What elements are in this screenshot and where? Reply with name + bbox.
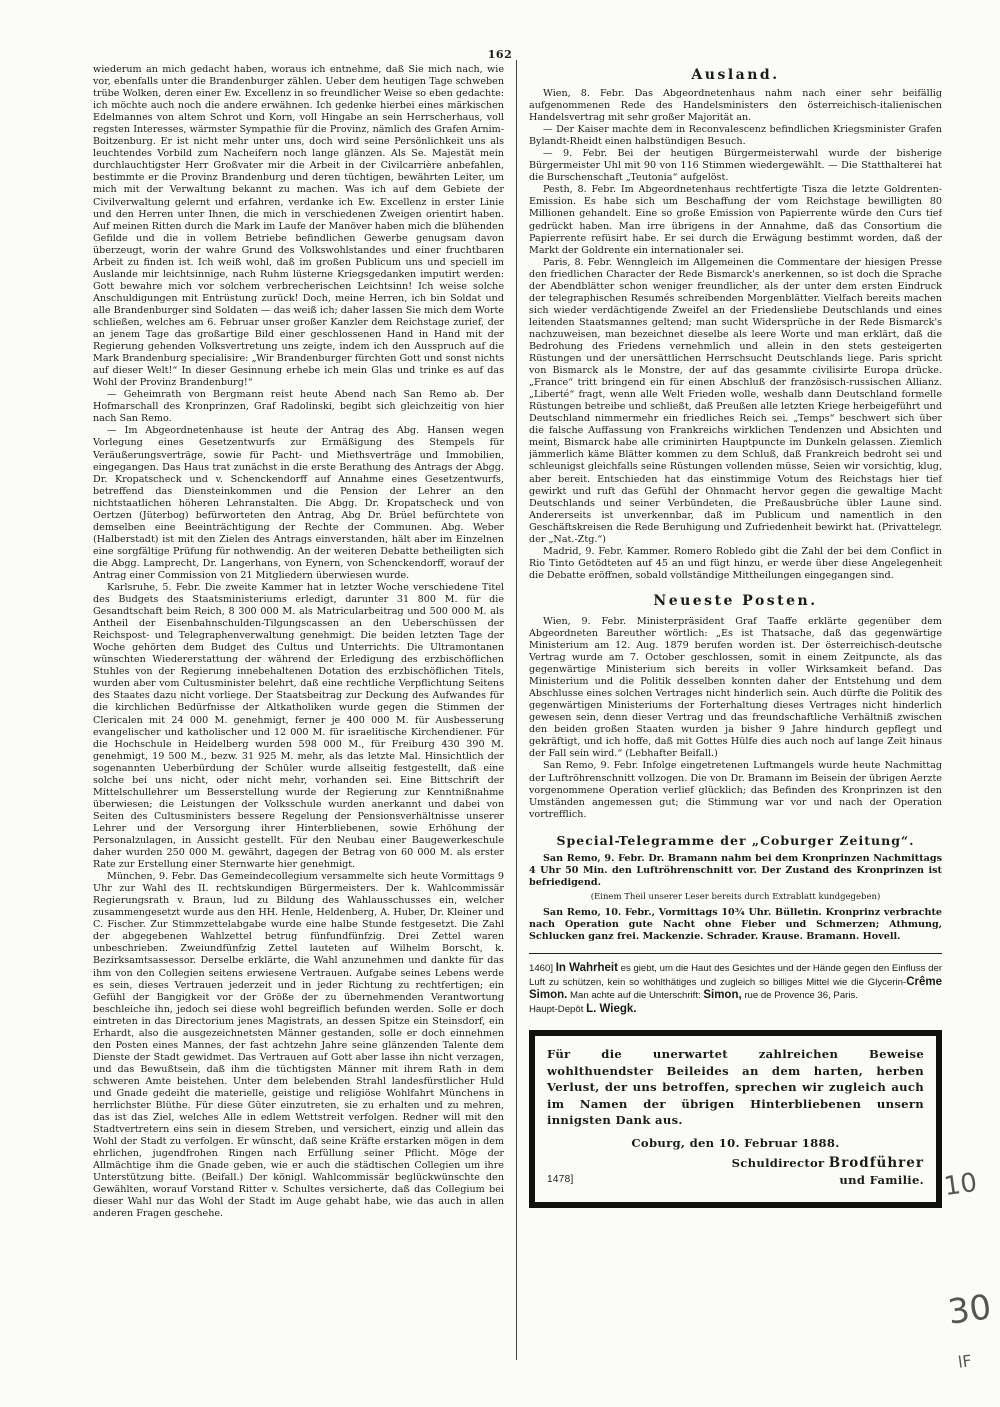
article-san-remo: San Remo, 9. Febr. Infolge eingetretenen Luftmangels wurde heute Nachmittag der Luftröhrenschnitt vollzogen. Die von Dr. Bramann im Beisein der übrigen Aerzte vorgenommene Operation verlief glücklich; das Befinden des Kronprinzen ist den Umständen angemessen gut; die Stimmung war vor und nach der Operation vortrefflich. [529,760,942,820]
dank-place-date: Coburg, den 10. Februar 1888. [631,1135,840,1150]
article-madrid: Madrid, 9. Febr. Kammer. Romero Robledo gibt die Zahl der bei dem Conflict in Rio Tinto Getödteten auf 45 an und fügt hinzu, er werde über diese Angelegenheit die Debatte eröffnen, sobald vollständige Mittheilungen eingegangen sind. [529,545,942,581]
article-wien-kaiser: — Der Kaiser machte dem in Reconvalescenz befindlichen Kriegsminister Grafen Bylandt-Rheidt einen halbstündigen Besuch. [529,124,942,148]
article-abgeordnetenhaus: — Im Abgeordnetenhause ist heute der Antrag des Abg. Hansen wegen Vorlegung eines Gesetzentwurfs zur Ermäßigung des Stempels für Veräußerungsverträge, sowie für Pacht- und Miethsverträge und Immobilien, eingegangen. Das Haus trat zunächst in die erste Berathung des Antrags der Abgg. Dr. Kropatscheck und v. Schenckendorff auf Annahme eines Gesetzentwurfs, betreffend das Diensteinkommen und die Pension der Lehrer an den nichtstaatlichen höheren Lehranstalten. Die Abgg. Dr. Kropatscheck und von Oertzen (Jüterbog) befürworteten den Antrag, Abg Dr. Brüel befürchtete von demselben eine Beeinträchtigung der Rechte der Communen. Abg. Weber (Halberstadt) ist mit den Zielen des Antrags einverstanden, hält aber im Einzelnen eine sorgfältige Prüfung für nothwendig. An der weiteren Debatte betheiligten sich die Abgg. Lamprecht, Dr. Langerhans, von Eynern, von Schenckendorff, worauf der Antrag einer Commission von 21 Mitgliedern überwiesen wurde. [93,425,504,581]
ad-address: rue de Provence 36, Paris. [744,990,858,1002]
right-column [529,64,942,1354]
telegram-san-remo-1: San Remo, 9. Febr. Dr. Bramann nahm bei dem Kronprinzen Nachmittags 4 Uhr 50 Min. den Luftröhrenschnitt vor. Der Zustand des Kronprinzen ist befriedigend. [529,852,942,888]
left-column [93,64,504,1354]
pencil-mark-lf: lF [956,1351,973,1372]
page-number: 162 [487,48,513,61]
section-heading-telegrams: Special-Telegramme der „Coburger Zeitung“. [556,832,915,848]
dank-number: 1478] [547,1173,574,1185]
ad-number: 1460] [529,963,554,975]
article-wien-buergermeister: — 9. Febr. Bei der heutigen Bürgermeisterwahl wurde der bisherige Bürgermeister Uhl mit 90 von 116 Stimmen wiedergewählt. — Die Statthalterei hat die Burschenschaft „Teutonia“ aufgelöst. [529,148,942,184]
article-muenchen: München, 9. Febr. Das Gemeindecollegium versammelte sich heute Vormittags 9 Uhr zur Wahl des II. rechtskundigen Bürgermeisters. Der k. Wahlcommissär Regierungsrath v. Braun, lud zu Bildung des Wahlausschusses ein, welcher zusammengesetzt wurde aus den HH. Henle, Heldenberg, A. Huber, Dr. Kleiner und C. Fischer. Zur Stimmzettelabgabe wurde eine halbe Stunde festgesetzt. Die Zahl der abgegebenen Wahlzettel betrug fünfundfünfzig. Drei Zettel waren unbeschrieben. Zweiundfünfzig Zettel lauteten auf Wilhelm Borscht, k. Bezirksamtsassessor. Derselbe erklärte, die Wahl anzunehmen und dankte für das ihm von den Collegien seitens erwiesene Vertrauen. Aufgabe seines Lebens werde es sein, dieses Vertrauen jederzeit und in jeder Richtung zu rechtfertigen; ein Gefühl der Bangigkeit vor der Größe der zu übernehmenden Verantwortung beschleiche ihn, jedoch sei diese wohl begreiflich befunden werden. Solle er doch eintreten in das Directorium jenes Magistrats, an dessen Spitze ein Steinsdorf, ein Erhardt, also die ausgezeichnetsten Männer gestanden, solle er doch einnehmen den Posten eines Mannes, der fast achtzehn Jahre seine glänzenden Talente dem Dienste der Stadt gewidmet. Das Vertrauen auf Gott aber lasse ihn nicht verzagen, und das Bewußtsein, daß ihm die tüchtigsten Männer mit ihrem Rath in dem schweren Amte beistehen. Unter dem belebenden Strahl landesfürstlicher Huld und Gnade gedeiht die materielle, geistige und religiöse Wohlfahrt Münchens in herrlichster Blüthe. Für diese Güter einzutreten, sie zu erhalten und zu mehren, das ist das Ziel, welches Alle in edlem Wettstreit verfolgen. Redner will mit den Stadtvertretern eins sein in diesem Streben, und versichert, einzig und allein das Wohl der Stadt zu verfolgen. Er wünscht, daß seine Kräfte erstarken mögen in dem ehrlichen, jugendfrohen Ringen nach Erfüllung seiner Pflicht. Möge der Allmächtige ihm die Gnade geben, wie er auch die städtischen Collegien um ihre Unterstützung bitte. (Beifall.) Der königl. Wahlcommissär beglückwünschte den Gewählten, worauf Vorstand Ritter v. Schultes versicherte, daß das Collegium bei dieser Wahl nur das Wohl der Stadt im Auge gehabt habe, wie das auch in allen anderen Fragen geschehe. [93,871,504,1220]
dank-signature-suffix: und Familie. [839,1172,924,1187]
section-heading-neueste-posten: Neueste Posten. [653,592,818,609]
article-paris: Paris, 8. Febr. Wenngleich im Allgemeinen die Commentare der hiesigen Presse den friedlichen Character der Rede Bismarck's anerkennen, so ist doch die Sprache der Abendblätter schon weniger freundlicher, als der unter dem ersten Eindruck der telegraphischen Resumés schreibenden Morgenblätter. Vielfach bereits machen sich wieder verdächtigende Zweifel an der Friedensliebe Deutschlands und eines leitenden Staatsmannes geltend; man sucht Widersprüche in der Rede Bismarck's nachzuweisen, man bezeichnet dieselbe als leere Worte und man erklärt, daß die Bedrohung des Friedens vernehmlich und allein in den stets gesteigerten Rüstungen und der unersättlichen Herrschsucht Deutschlands liege. Paris spricht von Bismarck als le Monstre, der auf das gesammte civilisirte Europa drücke. „France“ tritt bringend ein für einen Abschluß der französisch-russischen Allianz. „Liberté“ fragt, wenn alle Welt Frieden wolle, weshalb dann Deutschland formelle Rüstungen betreibe und schließt, daß Preußen alle letzten Kriege herbeigeführt und Deutschland nimmermehr ein friedliches Reich sei. „Temps“ beschwert sich über die falsche Auffassung von Frankreichs wirklichen Tendenzen und Absichten und meint, Bismarck habe alle criminirten Hauptpuncte im Dunkeln gelassen. Ziemlich jämmerlich käme Blätter kommen zu dem Schluß, daß Frankreich bedroht sei und schleunigst gleichfalls seine Rüstungen vollenden müsse, Seien wir vorsichtig, klug, aber bereit. Entschieden hat das einstimmige Votum des Reichstags hier tief gewirkt und ruft das Gefühl der Ohnmacht hervor gegen die gewaltige Macht Deutschlands und seiner Verbündeten, die Preßausbrüche übler Laune sind. Andererseits ist unverkennbar, daß im Publicum und namentlich in den Geschäftskreisen die Rede Beruhigung und Zufriedenheit bewirkt hat. (Privattelegr. der „Nat.-Ztg.“) [529,256,942,545]
article-wien-handelsvertrag: Wien, 8. Febr. Das Abgeordnetenhaus nahm nach einer sehr beifällig aufgenommenen Rede des Handelsministers den österreichisch-italienischen Handelsvertrag mit sehr großer Majorität an. [529,88,942,124]
dank-text: Für die unerwartet zahlreichen Beweise wohlthuendster Beileides an dem harten, herben Verlust, der uns betroffen, sprechen wir zugleich auch im Namen der übrigen Hinterbliebenen unsern innigsten Dank aus. [547,1047,924,1128]
article-pesth: Pesth, 8. Febr. Im Abgeordnetenhaus rechtfertigte Tisza die letzte Goldrenten-Emission. Es habe sich um Beschaffung der vom Reichstage bewilligten 80 Millionen gehandelt. Eine so große Emission von Papierrente würde den Curs tief gedrückt haben. Man irre übrigens in der Annahme, daß das Consortium die Papierrente refüsirt habe. Er sei durch die Erwägung bestimmt worden, daß der Markt der Goldrente ein internationaler sei. [529,184,942,256]
ad-depot-name: L. Wiegk. [586,1002,637,1015]
telegram-san-remo-2: San Remo, 10. Febr., Vormittags 10¾ Uhr. Bülletin. Kronprinz verbrachte nach Operation gute Nacht ohne Fieber und Schmerzen; Athmung, Schlucken ganz frei. Mackenzie. Schrader. Krause. Bramann. Hovell. [529,906,942,942]
ad-product: Crême Simon. [529,975,942,1002]
article-karlsruhe: Karlsruhe, 5. Febr. Die zweite Kammer hat in letzter Woche verschiedene Titel des Budgets des Staatsministeriums erledigt, darunter 31 800 M. für die Gesandtschaft beim Reich, 8 300 000 M. als Matricularbeitrag und 500 000 M. als Antheil der Eisenbahnschulden-Tilgungscassen an den Ueberschüssen der Reichspost- und Telegraphenverwaltung genehmigt. Die beiden letzten Tage der Woche gehörten dem Budget des Cultus und Unterrichts. Die Ultramontanen wünschten Wiedererstattung der während der Erledigung des erzbischöflichen Stuhles von der Regierung innebehaltenen Dotation des erzbischöflichen Titels, wurden aber vom Cultusminister belehrt, daß eine rechtliche Verpflichtung Seitens des Staates dazu nicht vorliege. Der Staatsbeitrag zur Deckung des Aufwandes für die kirchlichen Bedürfnisse der Altkatholiken wurde gegen die Stimmen der Clericalen mit 24 000 M. genehmigt, ferner je 400 000 M. für Ausbesserung evangelischer und katholischer und 12 000 M. für israelitische Kirchendiener. Für die Hochschule in Heidelberg wurden 598 000 M., für Freiburg 430 390 M. genehmigt, 19 500 M., bezw. 31 925 M. mehr, als das letzte Mal. Hinsichtlich der sogenannten Ueberbürdung der Schüler wurde allseitig festgestellt, daß eine solche bei uns nicht, oder nicht mehr, vorhanden sei. Eine Bittschrift der Mittelschullehrer um Besserstellung wurde der Regierung zur Kenntnißnahme überwiesen; die Leistungen der Volksschule wurden anerkannt und dabei von Seiten des Cultusministers bessere Regelung der Pensionsverhältnisse unserer Lehrer und der Versorgung ihrer Hinterbliebenen, sowie Erhöhung der Personalzulagen, in Aussicht gestellt. Für den Neubau einer Baugewerkeschule daher wurden 250 000 M. gewährt, dagegen der Betrag von 60 000 M. als erster Rate zur Erstellung einer Sternwarte hier genehmigt. [93,582,504,871]
ad-text-signature: Man achte auf die Unterschrift: [570,990,701,1002]
separator-rule [529,953,942,954]
dank-signature [732,1155,924,1188]
article-bergmann: — Geheimrath von Bergmann reist heute Abend nach San Remo ab. Der Hofmarschall des Kronprinzen, Graf Radolinski, begibt sich gleichzeitig von hier nach San Remo. [93,389,504,425]
ad-depot-label: Haupt-Depôt [529,1003,584,1015]
advertisement-creme-simon [529,962,942,1016]
section-heading-ausland: Ausland. [691,67,780,83]
article-toast-continuation: wiederum an mich gedacht haben, woraus ich entnehme, daß Sie mich nach, wie vor, ebenfalls unter die Brandenburger zählen. Ueber dem heutigen Tage schweben trübe Wolken, deren einer Ew. Excellenz in so freundlicher Weise so eben gedachte: ich möchte auch noch die andere erwähnen. Ich gedenke hierbei eines märkischen Edelmannes von altem Schrot und Korn, voll Hingabe an sein Herrscherhaus, voll regsten Interesses, wärmster Sympathie für die Provinz, nämlich des Grafen Arnim-Boitzenburg. Er ist nicht mehr unter uns, doch wird seine Persönlichkeit uns als leuchtendes Vorbild zum Nacheifern noch lange glänzen. Als Se. Majestät mein durchlauchtigster Herr Großvater mir die Arbeit in der Civilcarrière anbefahlen, bestimmte er die Provinz Brandenburg und deren tüchtigen, bewährten Leiter, um mich mit der Verwaltung bekannt zu machen. Was ich auf dem Gebiete der Civilverwaltung gelernt und erfahren, verdanke ich Ew. Excellenz in erster Linie und den Herren unter Ihnen, die mich in verschiedenen Zweigen orientirt haben. Auf meinen Ritten durch die Mark im Laufe der Manöver haben mich die blühenden Gefilde und die in vollem Betriebe befindlichen Gewerbe genugsam davon überzeugt, worin der wahre Grund des Volkswohlstandes und einer fruchtbaren Arbeit zu finden ist. Ich weiß wohl, daß im großen Publicum uns und speciell im Auslande mir leichtsinnige, nach Ruhm lüsterne Kriegsgedanken imputirt werden: Gott bewahre mich vor solchem verbrecherischen Leichtsinn! Ich weise solche Anschuldigungen mit Entrüstung zurück! Doch, meine Herren, ich bin Soldat und alle Brandenburger sind Soldaten — das weiß ich; daher lassen Sie mich dem Worte schließen, welches am 6. Februar unser großer Kanzler dem Reichstage zurief, der an jenem Tage das großartige Bild einer geschlossenen Hand in Hand mit der Regierung gehenden Volksvertretung uns zeigte, indem ich den Ausspruch auf die Mark Brandenburg specialisire: „Wir Brandenburger fürchten Gott und sonst nichts auf dieser Welt!“ In dieser Gesinnung erhebe ich mein Glas und trinke es auf das Wohl der Provinz Brandenburg!“ [93,64,504,389]
ad-brand: Simon, [703,989,742,1002]
article-wien-taaffe: Wien, 9. Febr. Ministerpräsident Graf Taaffe erklärte gegenüber dem Abgeordneten Bareuther wörtlich: „Es ist Thatsache, daß das gegenwärtige Ministerium am 12. Aug. 1879 berufen worden ist. Der österreichisch-deutsche Vertrag wurde am 7. October geschlossen, somit in einem Zeitpuncte, als das gegenwärtige Ministerium sich bereits in voller Wirksamkeit befand. Das Ministerium und die Politik desselben konnten daher der Entstehung und dem Abschlusse eines solchen Vertrages nicht hinderlich sein. Auch dürfte die Politik des gegenwärtigen Ministeriums der Forterhaltung dieses Vertrages nicht hinderlich gewesen sein, denn dieser Vertrag und das freundschaftliche Verhältniß zwischen den beiden großen Staaten wurden ja bisher 9 Jahre hindurch gepflegt und gekräftigt, und ich hoffe, daß mit Gottes Hülfe dies auch noch auf lange Zeit hinaus der Fall sein wird.“ (Lebhafter Beifall.) [529,615,942,760]
ad-headline: In Wahrheit [555,962,618,975]
pencil-mark-10: 10 [942,1167,980,1203]
telegram-note: (Einem Theil unserer Leser bereits durch Extrablatt kundgegeben) [590,891,881,902]
column-divider [516,60,517,1360]
advertisement-danksagung [529,1030,942,1208]
ad-text: es giebt, um die Haut des Gesichtes und der Hände gegen den Einfluss der Luft zu schützen, kein so wohlthätiges und zugleich so billiges Mittel wie die Glycerin- [529,963,942,988]
dank-signature-prefix: Schuldirector [731,1156,825,1171]
dank-signature-name: Brodführer [828,1155,924,1172]
pencil-mark-30: 30 [945,1287,994,1333]
